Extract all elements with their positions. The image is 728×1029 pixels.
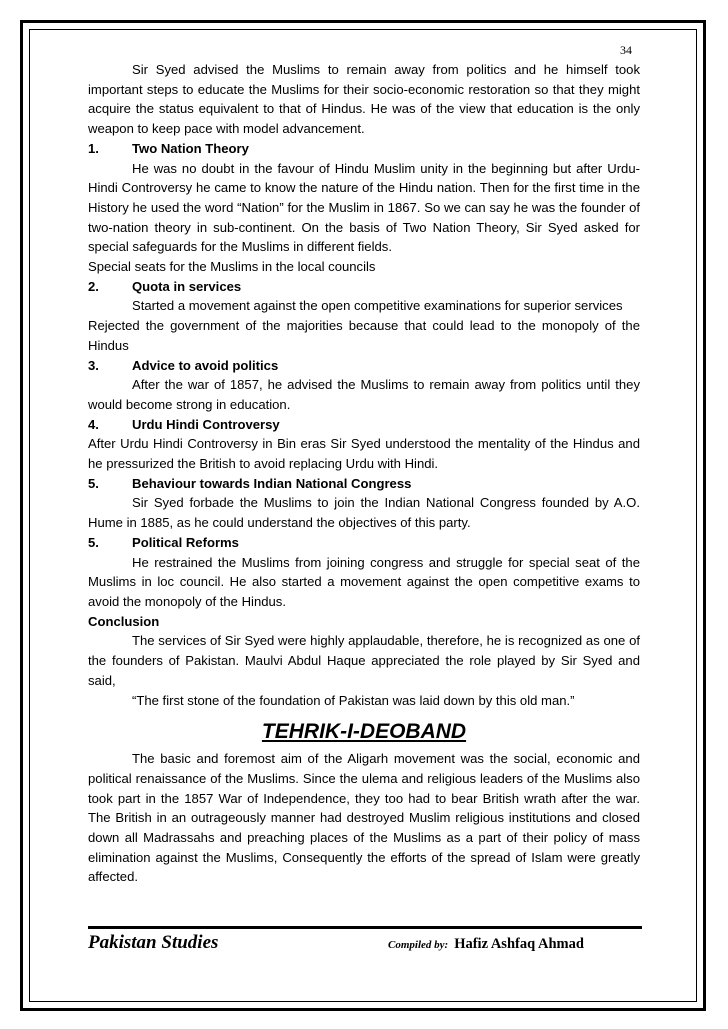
- heading-text: Advice to avoid politics: [132, 357, 279, 373]
- heading-text: Quota in services: [132, 278, 242, 294]
- deoband-paragraph: The basic and foremost aim of the Aligarh movement was the social, economic and political renaissance of the Muslims. Since the ulema and religious leaders of the Muslims also took part in the 1857 War of Independence, they too had to bear British wrath after the war. The British in an outrageously manner had destroyed Muslim religious institutions and closed down all Madrassahs and preaching places of the Muslims as a part of their policy of mass elimination against the Muslims, Consequently the efforts of the spread of Islam were greatly affected.: [88, 751, 640, 885]
- special-seats-line: Special seats for the Muslims in the local councils: [88, 259, 376, 275]
- majorities-paragraph: Rejected the government of the majorities because that could lead to the monopoly of the Hindus: [88, 318, 640, 353]
- political-reforms-paragraph: He restrained the Muslims from joining congress and struggle for special seat of the Muslims in loc council. He also started a movement against the open competitive exams to avoid the monopoly of the Hindus.: [88, 554, 640, 609]
- footer-divider: [88, 926, 642, 929]
- heading-advice-avoid-politics: [88, 356, 640, 376]
- heading-urdu-hindi-controversy: [88, 415, 640, 435]
- heading-text: Political Reforms: [132, 534, 239, 550]
- heading-text: Behaviour towards Indian National Congress: [132, 475, 412, 491]
- heading-text: Two Nation Theory: [132, 140, 249, 156]
- heading-conclusion: Conclusion: [88, 613, 160, 629]
- compiled-by-label: Compiled by:: [388, 939, 449, 951]
- footer-course-title: Pakistan Studies: [88, 932, 219, 953]
- footer-credit: [388, 934, 584, 955]
- heading-behaviour-congress: [88, 474, 640, 494]
- conclusion-paragraph: The services of Sir Syed were highly applaudable, therefore, he is recognized as one of the founders of Pakistan. Maulvi Abdul Haque appreciated the role played by Sir Syed and said,: [88, 633, 640, 688]
- avoid-politics-paragraph: After the war of 1857, he advised the Muslims to remain away from politics until they would become strong in education.: [88, 377, 640, 412]
- heading-number: 1.: [88, 140, 99, 156]
- quote-line: “The first stone of the foundation of Pakistan was laid down by this old man.”: [132, 692, 575, 708]
- heading-number: 5.: [88, 475, 99, 491]
- two-nation-theory-paragraph: He was no doubt in the favour of Hindu Muslim unity in the beginning but after Urdu-Hindi Controversy he came to know the nature of the Hindu nation. Then for the first time in the History he used the word “Nation” for the Muslim in 1867. So we can say he was the founder of two-nation theory in sub-continent. On the basis of Two Nation Theory, Sir Syed asked for special safeguards for the Muslims in different fields.: [88, 160, 640, 255]
- heading-two-nation-theory: [88, 139, 640, 159]
- document-body: [88, 60, 640, 887]
- heading-political-reforms: [88, 533, 640, 553]
- intro-paragraph: Sir Syed advised the Muslims to remain away from politics and he himself took important steps to educate the Muslims for their socio-economic restoration so that they might acquire the status equivalent to that of Hindus. He was of the view that education is the only weapon to keep pace with model advancement.: [88, 62, 640, 137]
- heading-number: 3.: [88, 357, 99, 373]
- heading-text: Urdu Hindi Controversy: [132, 416, 280, 432]
- author-name: Hafiz Ashfaq Ahmad: [454, 936, 584, 952]
- quota-paragraph: Started a movement against the open competitive examinations for superior services: [132, 298, 623, 314]
- heading-number: 2.: [88, 278, 99, 294]
- page-number: 34: [620, 43, 632, 57]
- congress-paragraph: Sir Syed forbade the Muslims to join the Indian National Congress founded by A.O. Hume in 1885, as he could understand the objectives of this party.: [88, 495, 640, 531]
- section-title-tehrik-i-deoband: TEHRIK-I-DEOBAND: [261, 720, 467, 744]
- urdu-hindi-paragraph: After Urdu Hindi Controversy in Bin eras Sir Syed understood the mentality of the Hindus and he pressurized the British to avoid replacing Urdu with Hindi.: [88, 436, 640, 472]
- heading-number: 4.: [88, 416, 99, 432]
- heading-quota-in-services: [88, 277, 640, 297]
- heading-number: 5.: [88, 534, 99, 550]
- page-footer: [88, 931, 642, 957]
